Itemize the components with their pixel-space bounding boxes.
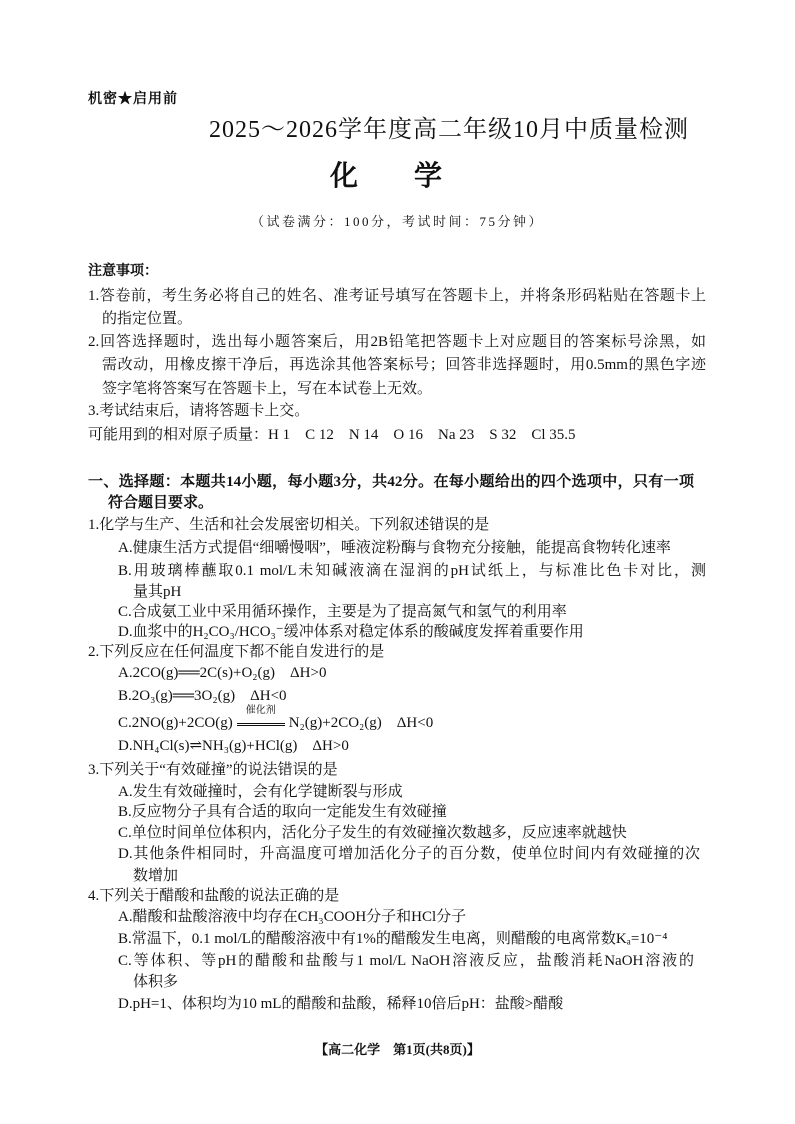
page-footer: 【高二化学 第1页(共8页)】	[315, 1042, 480, 1057]
q1-option-a: A.健康生活方式提倡“细嚼慢咽”，唾液淀粉酶与食物充分接触，能提高食物转化速率	[118, 540, 671, 556]
exam-info: （试卷满分：100分，考试时间：75分钟）	[250, 214, 544, 229]
note-3-line-1: 3.考试结束后，请将答题卡上交。	[88, 403, 310, 419]
q3-option-b: B.反应物分子具有合适的取向一定能发生有效碰撞	[118, 804, 447, 820]
confidential-label: 机密★启用前	[88, 92, 178, 107]
section-heading-line-2: 符合题目要求。	[108, 495, 214, 511]
q1-option-d: D.血浆中的H₂CO₃/HCO₃⁻缓冲体系对稳定体系的酸碱度发挥着重要作用	[118, 624, 584, 640]
double-arrow-line	[237, 723, 285, 726]
q3-option-c: C.单位时间单位体积内，活化分子发生的有效碰撞次数越多，反应速率就越快	[118, 825, 627, 841]
q2-option-a: A.2CO(g)══2C(s)+O₂(g) ΔH>0	[118, 665, 327, 681]
q1-stem: 1.化学与生产、生活和社会发展密切相关。下列叙述错误的是	[88, 517, 490, 533]
catalyst-label: 催化剂	[245, 705, 276, 716]
q1-option-b-line-1: B.用玻璃棒蘸取0.1 mol/L未知碱液滴在湿润的pH试纸上，与标准比色卡对比，测	[118, 563, 706, 579]
q3-option-d-line-2: 数增加	[133, 868, 179, 884]
q4-option-b: B.常温下，0.1 mol/L的醋酸溶液中有1%的醋酸发生电离，则醋酸的电离常数Kₐ=10⁻⁴	[118, 931, 668, 947]
note-2-line-3: 签字笔将答案写在答题卡上，写在本试卷上无效。	[102, 381, 433, 397]
q1-option-c: C.合成氨工业中采用循环操作，主要是为了提高氮气和氢气的利用率	[118, 604, 567, 620]
note-1-line-2: 的指定位置。	[102, 311, 193, 327]
q2-stem: 2.下列反应在任何温度下都不能自发进行的是	[88, 644, 385, 660]
q2-option-b: B.2O₃(g)══3O₂(g) ΔH<0	[118, 688, 287, 704]
q3-option-a: A.发生有效碰撞时，会有化学键断裂与形成	[118, 784, 403, 800]
note-2-line-1: 2.回答选择题时，选出每小题答案后，用2B铅笔把答题卡上对应题目的答案标号涂黑，如	[88, 334, 706, 350]
catalyst-arrow	[235, 705, 287, 734]
subject-title: 化 学	[330, 161, 443, 192]
q1-option-b-line-2: 量其pH	[133, 584, 182, 600]
q2-option-c-reactants: C.2NO(g)+2CO(g)	[118, 715, 233, 731]
q4-option-a: A.醋酸和盐酸溶液中均存在CH₃COOH分子和HCl分子	[118, 909, 467, 925]
exam-title: 2025～2026学年度高二年级10月中质量检测	[209, 117, 689, 143]
atomic-masses: 可能用到的相对原子质量：H 1 C 12 N 14 O 16 Na 23 S 32 Cl 35.5	[88, 427, 576, 443]
q4-option-c-line-2: 体积多	[133, 974, 179, 990]
q3-stem: 3.下列关于“有效碰撞”的说法错误的是	[88, 762, 338, 778]
q2-option-d: D.NH₄Cl(s)⇌NH₃(g)+HCl(g) ΔH>0	[118, 738, 349, 754]
note-1-line-1: 1.答卷前，考生务必将自己的姓名、准考证号填写在答题卡上，并将条形码粘贴在答题卡上	[88, 288, 706, 304]
q4-stem: 4.下列关于醋酸和盐酸的说法正确的是	[88, 888, 340, 904]
section-heading-line-1: 一、选择题：本题共14小题，每小题3分，共42分。在每小题给出的四个选项中，只有一项	[88, 474, 694, 490]
notes-heading: 注意事项：	[88, 264, 158, 279]
q3-option-d-line-1: D.其他条件相同时，升高温度可增加活化分子的百分数，使单位时间内有效碰撞的次	[118, 846, 700, 862]
note-2-line-2: 需改动，用橡皮擦干净后，再选涂其他答案标号；回答非选择题时，用0.5mm的黑色字迹	[102, 357, 706, 373]
q2-option-c	[118, 705, 434, 734]
q4-option-c-line-1: C.等体积、等pH的醋酸和盐酸与1 mol/L NaOH溶液反应，盐酸消耗NaOH溶液的	[118, 953, 694, 969]
q4-option-d: D.pH=1、体积均为10 mL的醋酸和盐酸，稀释10倍后pH：盐酸>醋酸	[118, 996, 564, 1012]
q2-option-c-products: N₂(g)+2CO₂(g) ΔH<0	[288, 715, 434, 731]
